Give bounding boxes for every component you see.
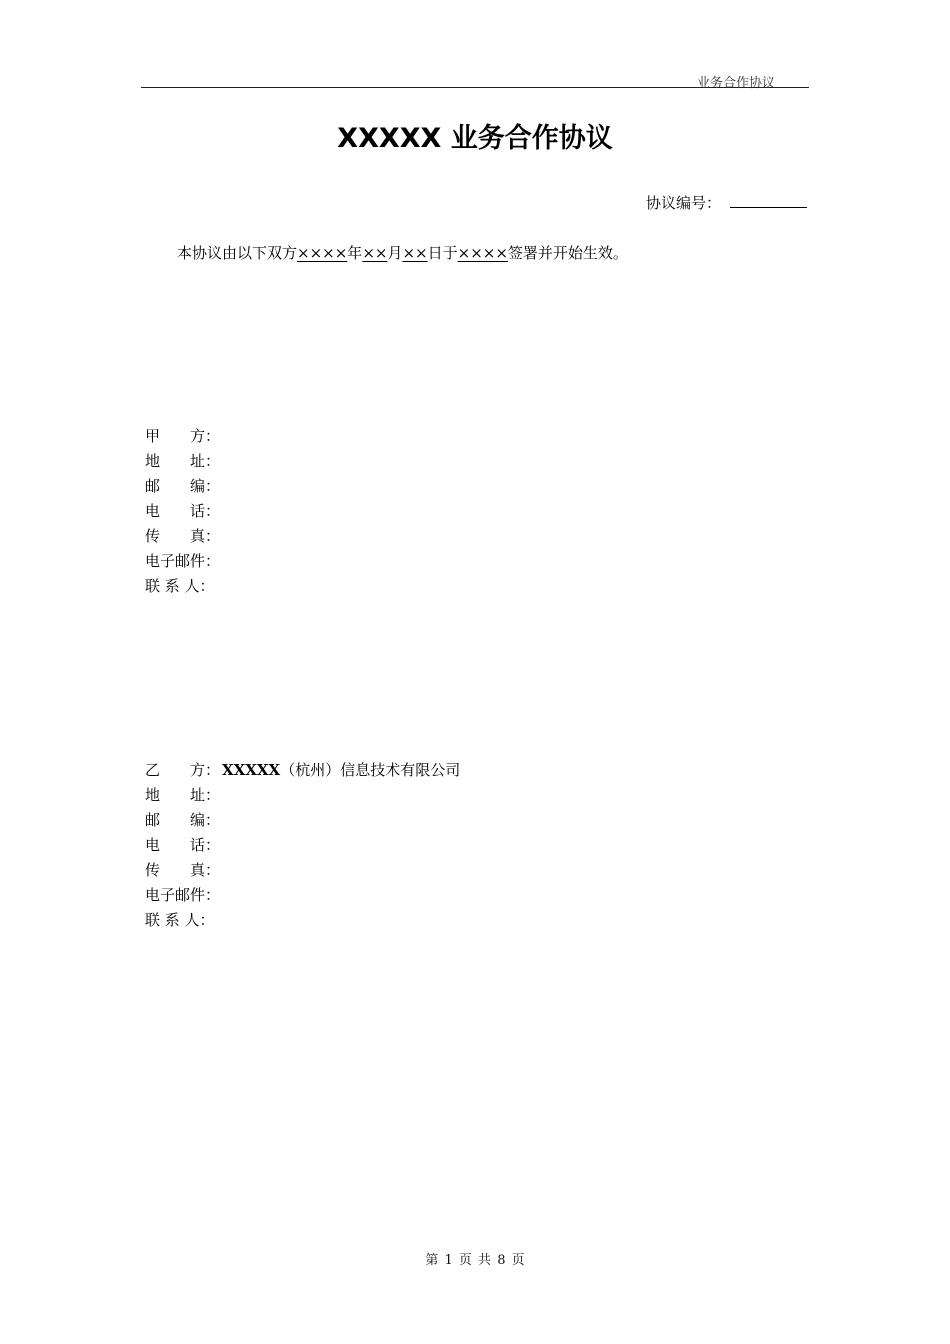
agreement-number-blank[interactable]: [730, 207, 807, 208]
intro-text-2: 年: [347, 244, 363, 262]
party-b-postcode-row: [145, 808, 460, 833]
intro-paragraph: [177, 242, 628, 263]
field-label: 联 系 人：: [145, 577, 215, 595]
document-title: XXXXX 业务合作协议: [337, 123, 613, 154]
field-label: 邮 编：: [145, 477, 221, 495]
company-name: [222, 761, 460, 779]
intro-text-1: 本协议由以下双方: [177, 244, 298, 262]
header-rule: [141, 87, 809, 88]
company-name-rest: （杭州）信息技术有限公司: [280, 761, 461, 779]
intro-year: ××××: [297, 244, 348, 262]
party-a-email-row: [145, 549, 222, 574]
field-label: 电子邮件：: [145, 886, 221, 904]
field-label: 地 址：: [145, 786, 221, 804]
intro-day: ××: [402, 244, 428, 262]
field-label: 乙 方：: [145, 761, 221, 779]
party-b-email-row: [145, 883, 460, 908]
agreement-number-label: 协议编号：: [646, 194, 722, 212]
field-label: 电 话：: [145, 502, 221, 520]
field-label: 邮 编：: [145, 811, 221, 829]
company-name-bold: XXXXX: [222, 761, 281, 779]
party-b-block: [145, 758, 460, 933]
party-b-address-row: [145, 783, 460, 808]
intro-text-3: 月: [387, 244, 403, 262]
field-label: 电子邮件：: [145, 552, 221, 570]
intro-month: ××: [362, 244, 388, 262]
field-label: 地 址：: [145, 452, 221, 470]
party-b-contact-row: [145, 908, 460, 933]
intro-text-4: 日于: [427, 244, 458, 262]
party-a-name-row: [145, 424, 222, 449]
party-b-fax-row: [145, 858, 460, 883]
party-a-address-row: [145, 449, 222, 474]
field-label: 电 话：: [145, 836, 221, 854]
field-label: 甲 方：: [145, 427, 221, 445]
party-a-fax-row: [145, 524, 222, 549]
field-label: 传 真：: [145, 527, 221, 545]
running-header: 业务合作协议: [697, 76, 776, 91]
intro-place: ××××: [457, 244, 508, 262]
party-a-block: [145, 424, 222, 599]
party-a-postcode-row: [145, 474, 222, 499]
party-b-phone-row: [145, 833, 460, 858]
party-b-name-row: [145, 758, 460, 783]
page-number-footer: 第 1 页 共 8 页: [425, 1253, 525, 1268]
party-a-phone-row: [145, 499, 222, 524]
field-label: 联 系 人：: [145, 911, 215, 929]
party-a-contact-row: [145, 574, 222, 599]
intro-text-5: 签署并开始生效。: [507, 244, 628, 262]
field-label: 传 真：: [145, 861, 221, 879]
